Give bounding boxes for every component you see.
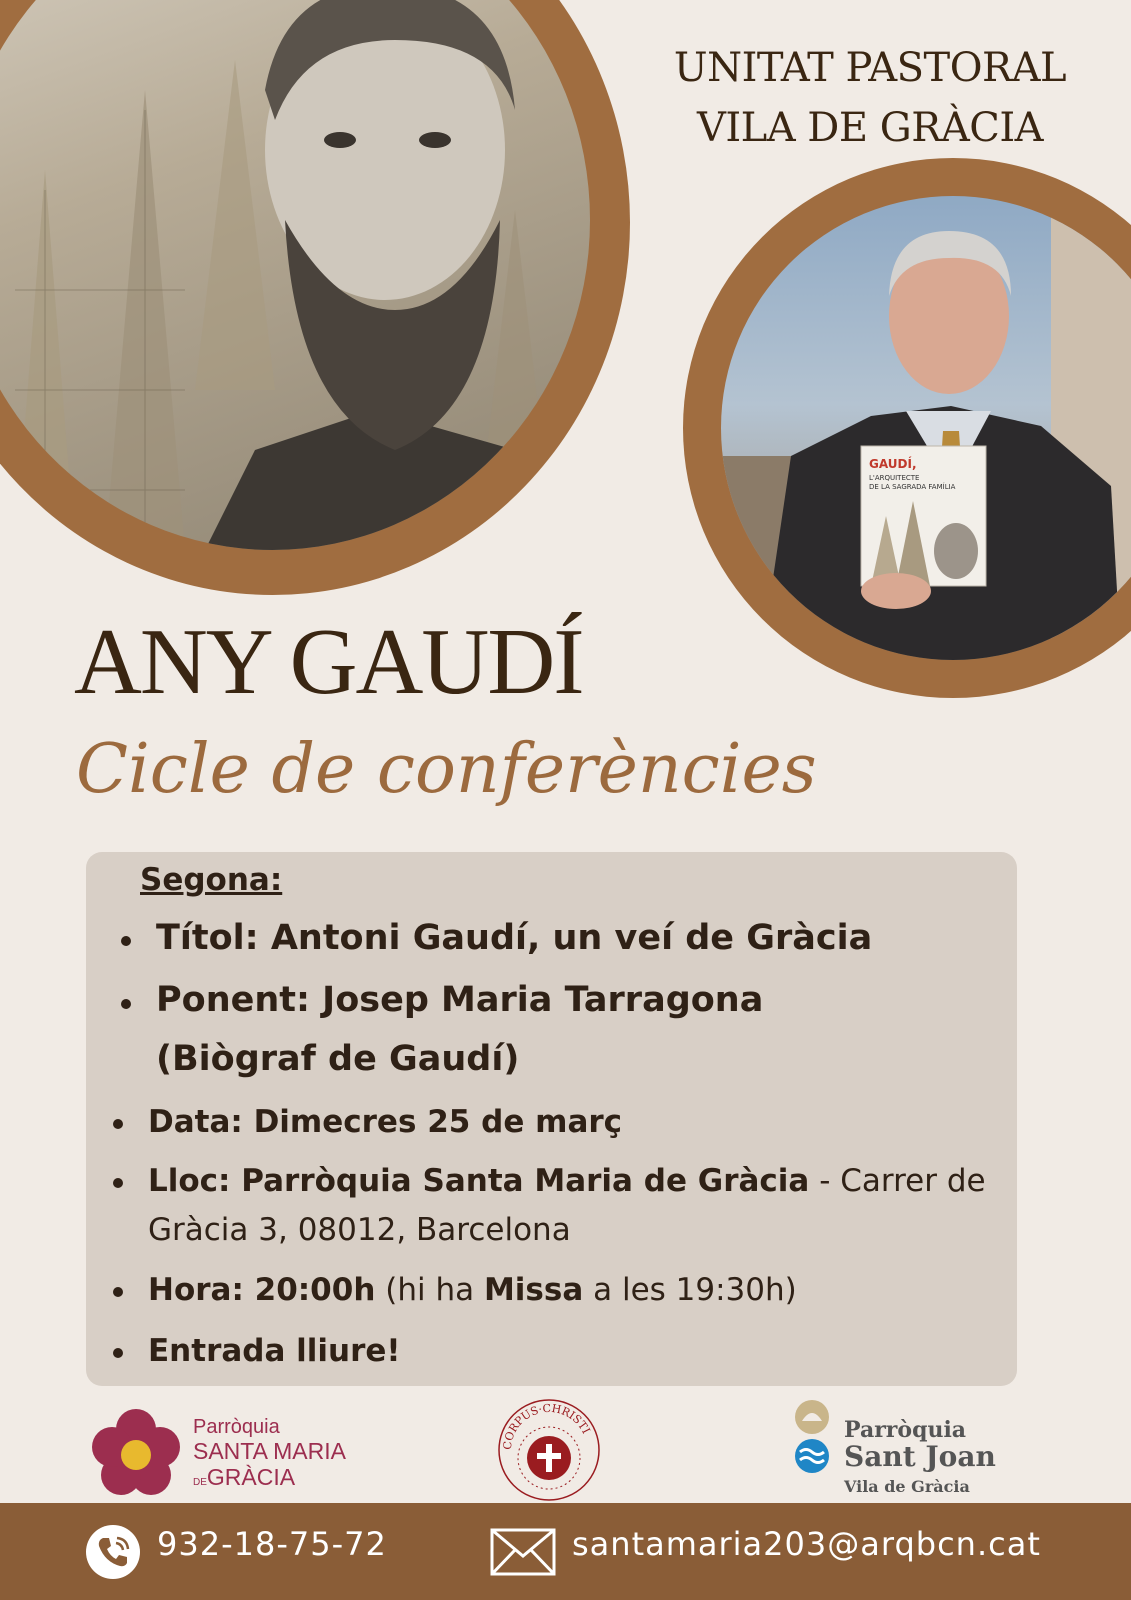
bullet-dot (121, 999, 131, 1009)
sant-joan-line3: Vila de Gràcia (844, 1477, 970, 1496)
time-end: a les 19:30h) (583, 1272, 797, 1308)
sant-joan-line1: Parròquia (844, 1417, 967, 1443)
book-title-line1: GAUDÍ, (869, 457, 917, 471)
book-title-line3: DE LA SAGRADA FAMÍLIA (869, 483, 956, 491)
place-item (148, 1163, 986, 1199)
sant-joan-line2: Sant Joan (844, 1440, 996, 1473)
bullet-dot (113, 1287, 123, 1297)
shell-and-water-icon (792, 1399, 832, 1479)
flower-logo-icon (90, 1407, 182, 1499)
speaker-photo-frame (683, 158, 1131, 698)
phone-number[interactable]: 932-18-75-72 (157, 1525, 387, 1563)
talk-title-item: Títol: Antoni Gaudí, un veí de Gràcia (156, 918, 873, 958)
santa-maria-line2: SANTA MARIA (193, 1438, 346, 1464)
org-title-line2: VILA DE GRÀCIA (696, 105, 1044, 151)
seal-ring-text: CORPUS·CHRISTI (500, 1401, 593, 1451)
santa-maria-logo (90, 1403, 350, 1503)
place-label: Lloc: Parròquia Santa Maria de Gràcia (148, 1163, 810, 1199)
date-item: Data: Dimecres 25 de març (148, 1104, 623, 1140)
place-rest: - Carrer de (809, 1163, 986, 1199)
santa-maria-gracia: GRÀCIA (206, 1464, 296, 1490)
gaudi-portrait-photo (0, 0, 590, 550)
bullet-dot (113, 1348, 123, 1358)
logos-row (0, 1395, 1131, 1505)
santa-maria-de: DE (193, 1477, 207, 1488)
envelope-icon (490, 1528, 556, 1576)
bullet-dot (113, 1178, 123, 1188)
speaker-photo-image (721, 196, 1131, 660)
corpus-christi-seal-icon (497, 1398, 601, 1502)
place-line2: Gràcia 3, 08012, Barcelona (148, 1212, 571, 1248)
speaker-note: (Biògraf de Gaudí) (156, 1039, 520, 1079)
event-subtitle: Cicle de conferències (76, 730, 817, 809)
santa-maria-line1: Parròquia (193, 1416, 280, 1438)
time-missa: Missa (483, 1272, 584, 1308)
organization-title (660, 38, 1080, 158)
gaudi-portrait-frame (0, 0, 630, 595)
email-address[interactable]: santamaria203@arqbcn.cat (572, 1525, 1041, 1563)
speaker-item: Ponent: Josep Maria Tarragona (156, 980, 764, 1020)
time-mid: (hi ha (375, 1272, 484, 1308)
phone-icon (85, 1524, 141, 1580)
event-title: ANY GAUDÍ (74, 610, 583, 714)
time-label: Hora: 20:00h (148, 1272, 376, 1308)
org-title-line1: UNITAT PASTORAL (673, 45, 1067, 91)
bullet-dot (113, 1119, 123, 1129)
entry-item: Entrada lliure! (148, 1333, 401, 1369)
sant-joan-logo (790, 1397, 1020, 1502)
time-item (148, 1272, 797, 1308)
bullet-dot (121, 936, 131, 946)
book-title-line2: L'ARQUITECTE (869, 474, 920, 482)
santa-maria-line3 (193, 1464, 295, 1491)
gaudi-portrait-image (0, 0, 590, 550)
speaker-photo (721, 196, 1131, 660)
session-label: Segona: (140, 862, 283, 898)
